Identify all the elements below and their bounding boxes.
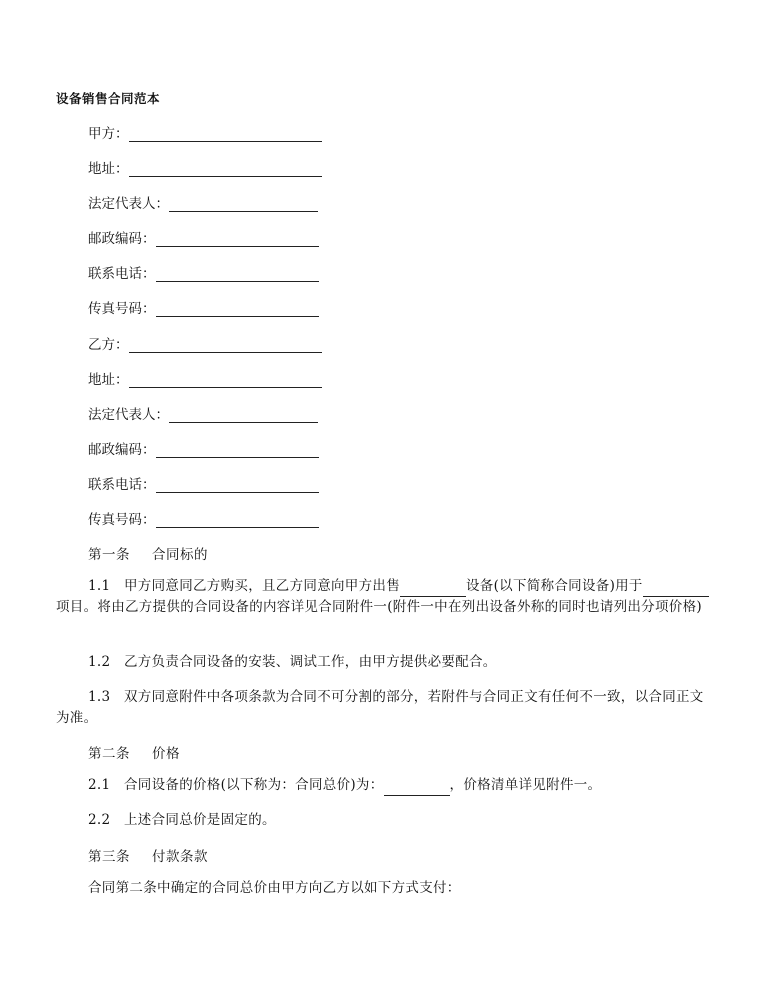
clause-2-1: 2.1 合同设备的价格(以下称为：合同总价)为： ，价格清单详见附件一。 <box>56 775 716 796</box>
article-1-heading: 第一条 合同标的 <box>88 547 208 563</box>
party-a-phone-field: 联系电话： <box>88 262 319 282</box>
party-a-rep-field: 法定代表人： <box>88 192 318 212</box>
party-b-rep-blank <box>169 408 318 423</box>
party-b-postcode-field: 邮政编码： <box>88 438 319 458</box>
party-a-name-field: 甲方： <box>88 122 322 142</box>
party-b-postcode-blank <box>156 443 319 458</box>
party-a-phone-blank <box>156 267 319 282</box>
party-b-fax-field: 传真号码： <box>88 508 319 528</box>
article-3-heading: 第三条 付款条款 <box>88 849 208 865</box>
party-b-fax-blank <box>156 513 319 528</box>
party-a-postcode-blank <box>156 232 319 247</box>
document-title: 设备销售合同范本 <box>56 91 161 106</box>
clause-1-1: 1.1 甲方同意同乙方购买，且乙方同意向甲方出售 设备(以下简称合同设备)用于项目。将由乙方提供的合同设备的内容详见合同附件一(附件一中在列出设备外称的同时也请列出分项价格) <box>56 576 716 618</box>
party-a-address-blank <box>129 162 322 177</box>
article-3-intro: 合同第二条中确定的合同总价由甲方向乙方以如下方式支付： <box>88 880 461 896</box>
clause-2-1-price-blank <box>384 781 450 796</box>
party-a-address-field: 地址： <box>88 157 322 177</box>
party-b-address-field: 地址： <box>88 368 322 388</box>
party-b-rep-field: 法定代表人： <box>88 403 318 423</box>
clause-1-1-equipment-blank <box>400 582 466 597</box>
clause-2-2: 2.2 上述合同总价是固定的。 <box>88 812 276 828</box>
party-b-address-blank <box>129 373 322 388</box>
party-b-phone-field: 联系电话： <box>88 473 319 493</box>
party-a-rep-blank <box>169 197 318 212</box>
party-b-name-blank <box>129 338 322 353</box>
party-a-postcode-field: 邮政编码： <box>88 227 319 247</box>
party-b-phone-blank <box>156 478 319 493</box>
party-b-name-field: 乙方： <box>88 333 322 353</box>
party-a-name-blank <box>129 127 322 142</box>
party-a-fax-field: 传真号码： <box>88 297 319 317</box>
clause-1-2: 1.2 乙方负责合同设备的安装、调试工作，由甲方提供必要配合。 <box>88 654 497 670</box>
clause-1-3: 1.3 双方同意附件中各项条款为合同不可分割的部分，若附件与合同正文有任何不一致，以合同正文为准。 <box>56 689 704 726</box>
party-a-fax-blank <box>156 302 319 317</box>
clause-1-1-project-blank <box>643 582 709 597</box>
article-2-heading: 第二条 价格 <box>88 746 180 762</box>
